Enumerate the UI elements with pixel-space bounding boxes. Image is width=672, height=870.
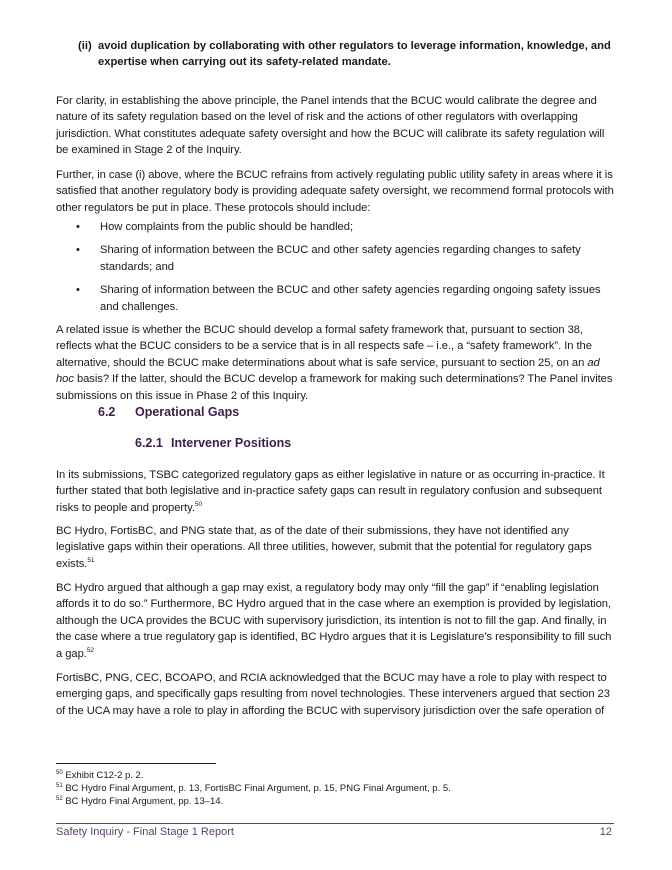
footnote-ref[interactable]: 51 — [87, 556, 95, 564]
paragraph-tsbc: In its submissions, TSBC categorized regulatory gaps as either legislative in nature or as occurring in-practice. It further stated that both legislative and in-practice safety gaps can result in regulatory confusion and subsequent risks to people and property.$^{50}$ — [56, 469, 605, 514]
paragraph-interveners: FortisBC, PNG, CEC, BCOAPO, and RCIA acknowledged that the BCUC may have a role to play with respect to emerging gaps, and specifically gaps resulting from novel technologies. These interveners argued that section 23 of the UCA may have a role to play in affording the BCUC with supervisory jurisdiction over the safe operation of — [56, 672, 610, 717]
paragraph-clarity: For clarity, in establishing the above principle, the Panel intends that the BCUC would calibrate the degree and nature of its safety regulation based on the level of risk and the actions of other regulators with overlapping jurisdiction. What constitutes adequate safety oversight and how the BCUC will calibrate its safety regulation will be examined in Stage 2 of the Inquiry. — [56, 95, 605, 157]
paragraph-further: Further, in case (i) above, where the BCUC refrains from actively regulating public utility safety in areas where it is satisfied that another regulatory body is providing adequate safety oversight, we recommend formal protocols with other regulators be put in place. These protocols should include: — [56, 169, 614, 214]
bullet-icon: • — [76, 244, 80, 257]
bullet-icon: • — [76, 221, 80, 233]
footnote-ref[interactable]: 52 — [86, 646, 94, 654]
section-heading — [98, 405, 239, 419]
footnote: $^{50}$ Exhibit C12-2 p. 2. — [56, 770, 144, 781]
paragraph-bc-hydro: BC Hydro argued that although a gap may exist, a regulatory body may only “fill the gap” if “enabling legislation affords it to do so.” Furthermore, BC Hydro argued that in the case where an exemption is provided by legislation, although the UCA provides the BCUC with supervisory jurisdiction, its intention is not to fill the gap. And finally, in the case where a true regulatory gap is identified, BC Hydro argues that it is Legislature’s responsibility to fill such a gap.$^{52}$ — [56, 582, 612, 660]
section-title: Operational Gaps — [135, 405, 240, 419]
footnote-ref[interactable]: 50 — [194, 500, 203, 508]
list-item: • Sharing of information between the BCUC and other safety agencies regarding ongoing safety issues and challenges. — [76, 284, 601, 313]
footnote-separator — [56, 763, 216, 764]
item-label: (ii) — [78, 40, 92, 52]
bullet-icon: • — [76, 284, 80, 297]
footnote: $^{51}$ BC Hydro Final Argument, p. 13, FortisBC Final Argument, p. 15, PNG Final Argument, p. 5. — [56, 783, 451, 794]
footnote: $^{52}$ BC Hydro Final Argument, pp. 13–14. — [56, 796, 224, 807]
page-number: 12 — [599, 826, 612, 838]
protocols-list — [56, 219, 616, 322]
footer-title: Safety Inquiry - Final Stage 1 Report — [56, 826, 234, 838]
item-text: avoid duplication by collaborating with other regulators to leverage information, knowledge, and expertise when carrying out its safety-related mandate. — [98, 40, 611, 69]
list-item: • How complaints from the public should be handled; — [56, 219, 616, 235]
subsection-heading — [135, 436, 291, 450]
paragraph-utilities: BC Hydro, FortisBC, and PNG state that, as of the date of their submissions, they have not identified any legislative gaps within their operations. All three utilities, however, submit that the potential for regulatory gaps exists.$^{51}$ — [56, 525, 592, 570]
list-item-ii — [78, 38, 618, 71]
section-number: 6.2 — [98, 405, 116, 419]
subsection-number: 6.2.1 — [135, 436, 163, 450]
subsection-title: Intervener Positions — [171, 436, 292, 450]
list-item: • Sharing of information between the BCUC and other safety agencies regarding changes to safety standards; and — [76, 244, 581, 273]
paragraph-related-issue: A related issue is whether the BCUC should develop a formal safety framework that, pursuant to section 38, reflects what the BCUC considers to be a service that is in all respects safe – i.e., a “safety framework”. In the alternative, should the BCUC make determinations about what is safe service, pursuant to section 25, on an ad hoc basis? If the latter, should the BCUC develop a framework for making such determinations? The Panel invites submissions on this issue in Phase 2 of this Inquiry. — [56, 324, 613, 402]
footer-divider — [56, 823, 614, 824]
